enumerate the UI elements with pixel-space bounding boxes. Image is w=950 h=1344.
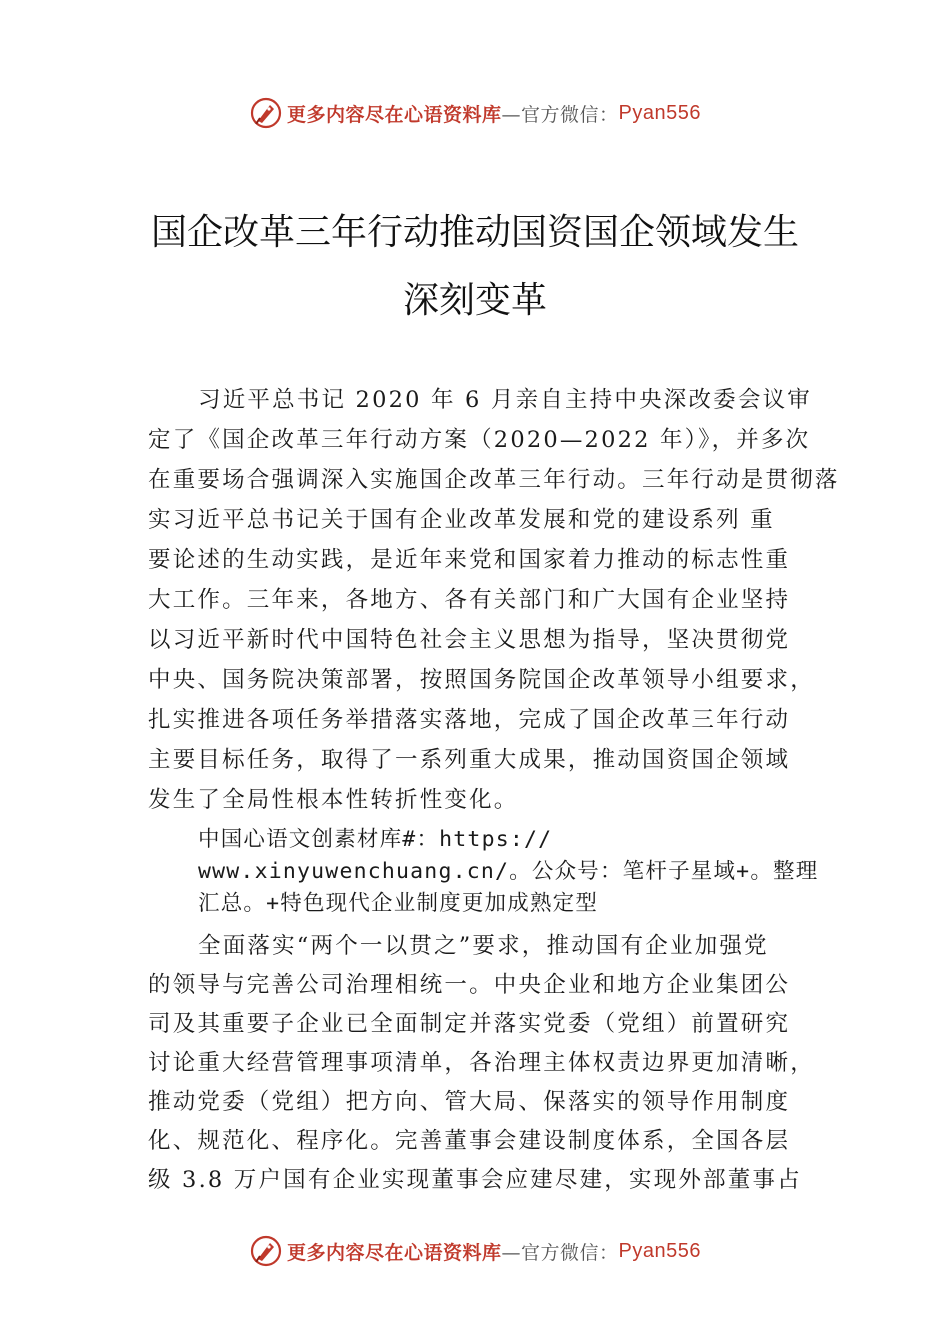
banner-text-wechat-id: Pyan556 [618, 101, 701, 124]
text-line: 级 3.8 万户国有企业实现董事会应建尽建，实现外部董事占 [148, 1167, 802, 1193]
banner-text-main: 更多内容尽在心语资料库 [287, 103, 502, 126]
text-line: 中国心语文创素材库#：https:// [198, 827, 553, 852]
text-line: 习近平总书记 2020 年 6 月亲自主持中央深改委会议审 [198, 387, 812, 413]
text-line: 定了《国企改革三年行动方案（2020—2022 年）》，并多次 [148, 427, 811, 453]
text-line: 要论述的生动实践，是近年来党和国家着力推动的标志性重 [148, 547, 791, 573]
text-line: 在重要场合强调深入实施国企改革三年行动。三年行动是贯彻落 [148, 467, 840, 493]
text-line: 化、规范化、程序化。完善董事会建设制度体系，全国各层 [148, 1128, 791, 1154]
banner-text-wechat-label: —官方微信： [501, 1241, 619, 1264]
text-line: 发生了全局性根本性转折性变化。 [148, 787, 519, 813]
text-line: 大工作。三年来，各地方、各有关部门和广大国有企业坚持 [148, 587, 791, 613]
text-line: 推动党委（党组）把方向、管大局、保落实的领导作用制度 [148, 1089, 791, 1115]
text-line: 中央、国务院决策部署，按照国务院国企改革领导小组要求， [148, 667, 815, 693]
footer-banner [0, 1234, 950, 1268]
banner-text-main: 更多内容尽在心语资料库 [287, 1241, 502, 1264]
pen-nib-logo-icon [249, 1234, 283, 1268]
text-line: 司及其重要子企业已全面制定并落实党委（党组）前置研究 [148, 1011, 791, 1037]
pen-nib-logo-icon [249, 96, 283, 130]
document-title-line-2: 深刻变革 [402, 280, 547, 321]
text-line: 以习近平新时代中国特色社会主义思想为指导，坚决贯彻党 [148, 627, 791, 653]
banner-text-wechat-label: —官方微信： [501, 103, 619, 126]
text-line: 讨论重大经营管理事项清单，各治理主体权责边界更加清晰， [148, 1050, 815, 1076]
text-line: 实习近平总书记关于国有企业改革发展和党的建设系列 重 [148, 507, 775, 533]
text-line: 汇总。+特色现代企业制度更加成熟定型 [198, 891, 599, 916]
header-banner [0, 96, 950, 130]
document-title-line-1: 国企改革三年行动推动国资国企领域发生 [150, 212, 799, 253]
text-line: 主要目标任务，取得了一系列重大成果，推动国资国企领域 [148, 747, 791, 773]
text-line: 的领导与完善公司治理相统一。中央企业和地方企业集团公 [148, 972, 791, 998]
text-line: 扎实推进各项任务举措落实落地，完成了国企改革三年行动 [148, 707, 791, 733]
text-line: 全面落实“两个一以贯之”要求，推动国有企业加强党 [198, 933, 769, 959]
banner-text-wechat-id: Pyan556 [618, 1239, 701, 1262]
text-line: www.xinyuwenchuang.cn/。公众号：笔杆子星域+。整理 [198, 859, 819, 884]
